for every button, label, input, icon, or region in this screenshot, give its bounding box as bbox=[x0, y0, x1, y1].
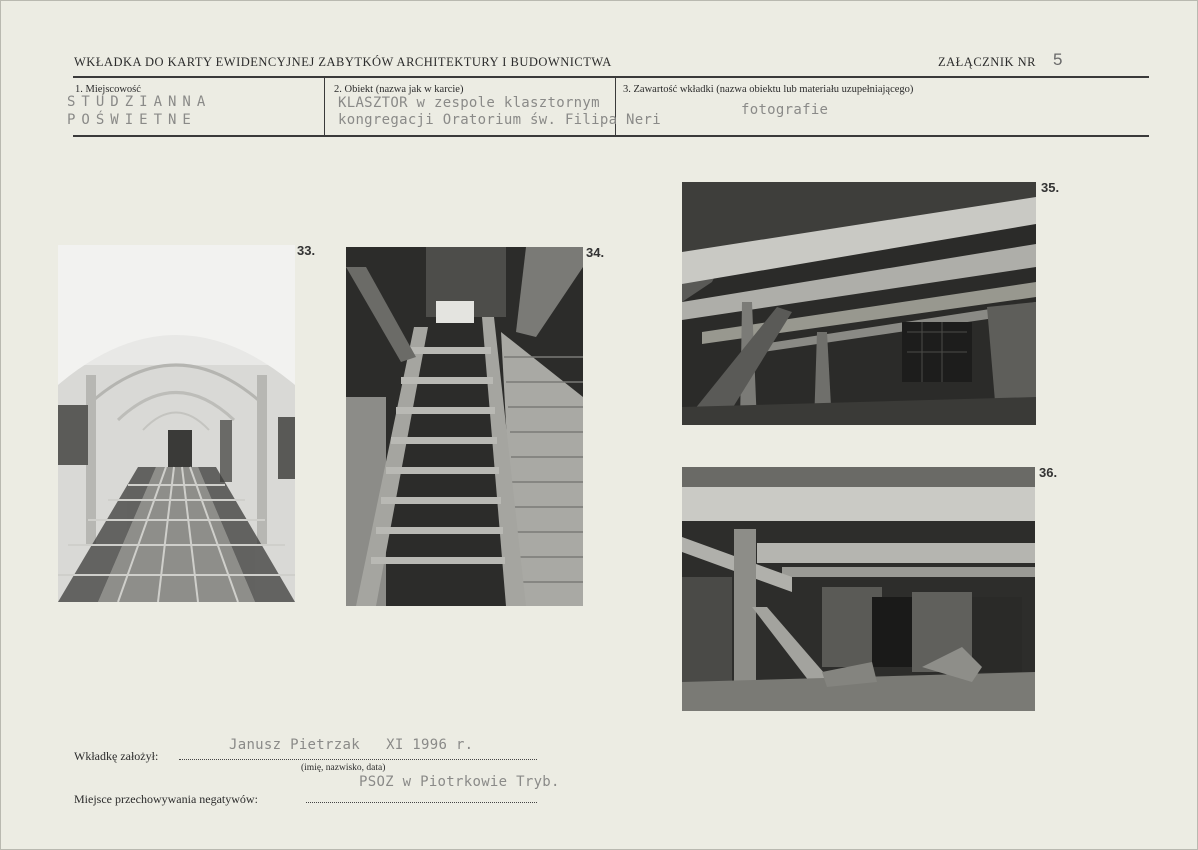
contents-value: fotografie bbox=[741, 102, 829, 118]
founder-label: Wkładkę założył: bbox=[74, 749, 159, 763]
photo-number-33: 33. bbox=[297, 243, 316, 258]
object-label: 2. Obiekt (nazwa jak w karcie) bbox=[334, 84, 464, 95]
photo-number-34: 34. bbox=[586, 245, 605, 260]
founder-value: Janusz Pietrzak XI 1996 r. bbox=[229, 737, 474, 753]
founder-note: (imię, nazwisko, data) bbox=[301, 763, 386, 773]
locality-value-line2: POŚWIETNE bbox=[67, 112, 197, 128]
object-value-line2: kongregacji Oratorium św. Filipa Neri bbox=[338, 112, 661, 128]
roof-truss-photo bbox=[682, 182, 1036, 425]
contents-label: 3. Zawartość wkładki (nazwa obiektu lub materiału uzupełniającego) bbox=[623, 84, 914, 95]
storage-dotted-line bbox=[306, 802, 537, 803]
card-title: WKŁADKA DO KARTY EWIDENCYJNEJ ZABYTKÓW ARCHITEKTURY I BUDOWNICTWA bbox=[74, 55, 612, 69]
attic-interior-photo bbox=[682, 467, 1035, 711]
field-divider-1 bbox=[324, 77, 325, 135]
storage-label: Miejsce przechowywania negatywów: bbox=[74, 792, 258, 806]
photo-number-35: 35. bbox=[1041, 180, 1060, 195]
corridor-photo bbox=[58, 245, 295, 602]
attic-stairs-photo bbox=[346, 247, 583, 606]
annex-number: 5 bbox=[1053, 50, 1063, 69]
annex-label: ZAŁĄCZNIK NR bbox=[938, 55, 1037, 69]
photo-number-36: 36. bbox=[1039, 465, 1058, 480]
storage-value: PSOZ w Piotrkowie Tryb. bbox=[359, 774, 560, 790]
founder-dotted-line bbox=[179, 759, 537, 760]
object-value-line1: KLASZTOR w zespole klasztornym bbox=[338, 95, 600, 111]
locality-label: 1. Miejscowość bbox=[75, 84, 141, 95]
locality-value-line1: STUDZIANNA bbox=[67, 94, 212, 110]
header-top-rule bbox=[73, 76, 1149, 78]
fields-bottom-rule bbox=[73, 135, 1149, 137]
